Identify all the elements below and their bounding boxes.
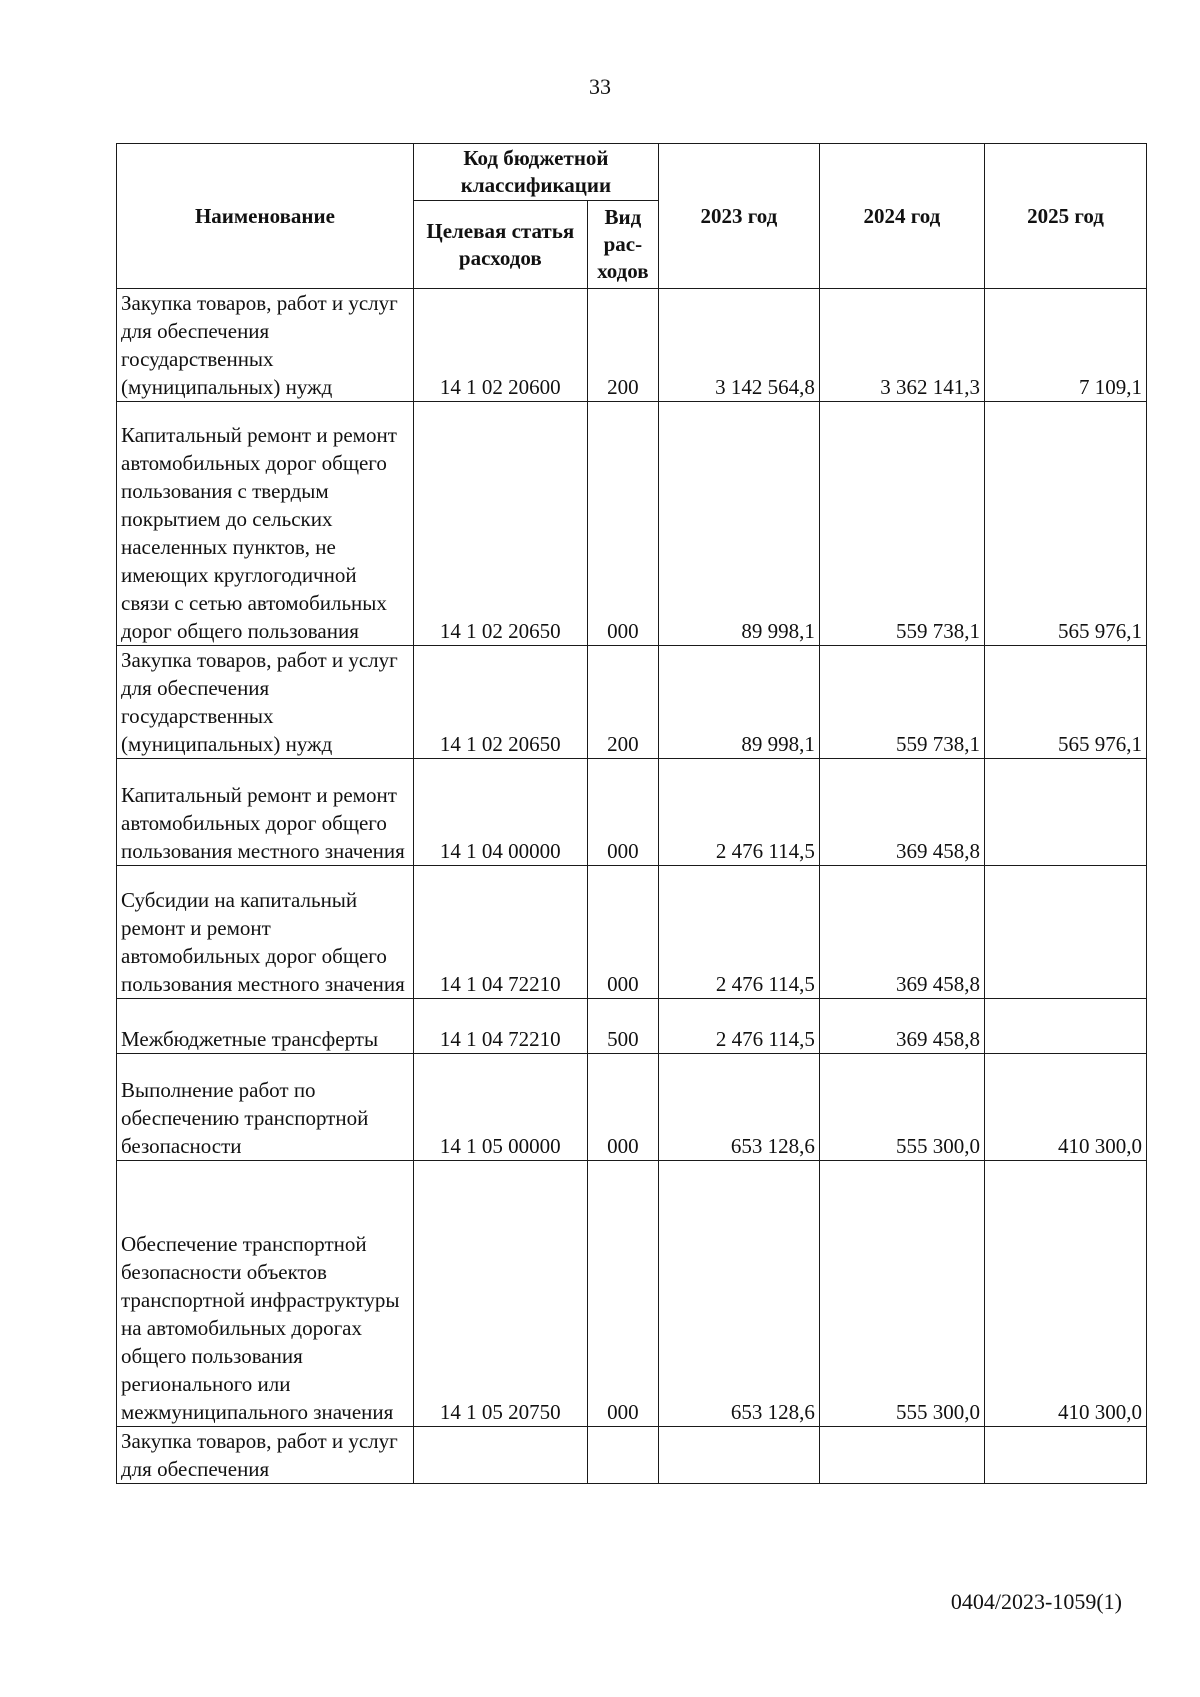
cell-name: Капитальный ремонт и ремонт автомобильных дорог общего пользования с твердым покрытием до сельских населенных пунктов, не имеющих круглогодичной связи с сетью автомобильных дорог общего пользования xyxy=(117,402,414,646)
cell-2024: 555 300,0 xyxy=(819,1054,984,1161)
cell-2025: 565 976,1 xyxy=(985,646,1147,759)
cell-expense-type: 000 xyxy=(587,759,658,866)
cell-2023: 3 142 564,8 xyxy=(658,289,819,402)
header-expense-type: Вид рас-ходов xyxy=(587,201,658,289)
cell-2025 xyxy=(985,866,1147,999)
table-row xyxy=(117,1054,1147,1161)
cell-2024: 369 458,8 xyxy=(819,759,984,866)
header-2025: 2025 год xyxy=(985,144,1147,289)
table-row xyxy=(117,289,1147,402)
cell-target-item: 14 1 02 20600 xyxy=(413,289,587,402)
cell-2025: 410 300,0 xyxy=(985,1161,1147,1427)
cell-2024: 559 738,1 xyxy=(819,646,984,759)
cell-name: Закупка товаров, работ и услуг для обеспечения государственных (муниципальных) нужд xyxy=(117,646,414,759)
cell-name: Обеспечение транспортной безопасности объектов транспортной инфраструктуры на автомобильных дорогах общего пользования регионального или межмуниципального значения xyxy=(117,1161,414,1427)
header-code-group: Код бюджетной классификации xyxy=(413,144,658,201)
table-row xyxy=(117,759,1147,866)
cell-2025 xyxy=(985,759,1147,866)
table-row xyxy=(117,1427,1147,1484)
page-number: 33 xyxy=(589,74,611,99)
cell-2024: 555 300,0 xyxy=(819,1161,984,1427)
cell-name: Закупка товаров, работ и услуг для обеспечения xyxy=(117,1427,414,1484)
cell-name: Капитальный ремонт и ремонт автомобильных дорог общего пользования местного значения xyxy=(117,759,414,866)
cell-target-item: 14 1 04 00000 xyxy=(413,759,587,866)
cell-2023: 2 476 114,5 xyxy=(658,759,819,866)
cell-expense-type: 500 xyxy=(587,999,658,1054)
cell-2023: 2 476 114,5 xyxy=(658,999,819,1054)
cell-name: Субсидии на капитальный ремонт и ремонт автомобильных дорог общего пользования местного значения xyxy=(117,866,414,999)
table-row xyxy=(117,866,1147,999)
cell-name: Выполнение работ по обеспечению транспортной безопасности xyxy=(117,1054,414,1161)
cell-2023 xyxy=(658,1427,819,1484)
header-name: Наименование xyxy=(117,144,414,289)
cell-target-item: 14 1 02 20650 xyxy=(413,646,587,759)
cell-2024: 3 362 141,3 xyxy=(819,289,984,402)
cell-expense-type: 000 xyxy=(587,866,658,999)
table-row xyxy=(117,646,1147,759)
cell-expense-type xyxy=(587,1427,658,1484)
cell-target-item: 14 1 05 00000 xyxy=(413,1054,587,1161)
cell-2024 xyxy=(819,1427,984,1484)
table-body xyxy=(117,289,1147,1484)
cell-2025 xyxy=(985,1427,1147,1484)
cell-expense-type: 000 xyxy=(587,402,658,646)
cell-name: Закупка товаров, работ и услуг для обеспечения государственных (муниципальных) нужд xyxy=(117,289,414,402)
cell-2025: 7 109,1 xyxy=(985,289,1147,402)
header-2024: 2024 год xyxy=(819,144,984,289)
cell-target-item: 14 1 05 20750 xyxy=(413,1161,587,1427)
cell-2024: 369 458,8 xyxy=(819,866,984,999)
cell-2025: 565 976,1 xyxy=(985,402,1147,646)
cell-target-item: 14 1 04 72210 xyxy=(413,866,587,999)
cell-target-item xyxy=(413,1427,587,1484)
cell-2023: 653 128,6 xyxy=(658,1161,819,1427)
cell-2024: 369 458,8 xyxy=(819,999,984,1054)
header-target-item: Целевая статья расходов xyxy=(413,201,587,289)
document-code: 0404/2023-1059(1) xyxy=(950,1589,1122,1614)
cell-2023: 89 998,1 xyxy=(658,646,819,759)
cell-name: Межбюджетные трансферты xyxy=(117,999,414,1054)
cell-2023: 653 128,6 xyxy=(658,1054,819,1161)
cell-expense-type: 000 xyxy=(587,1161,658,1427)
cell-2025: 410 300,0 xyxy=(985,1054,1147,1161)
cell-expense-type: 000 xyxy=(587,1054,658,1161)
header-2023: 2023 год xyxy=(658,144,819,289)
cell-2025 xyxy=(985,999,1147,1054)
cell-target-item: 14 1 02 20650 xyxy=(413,402,587,646)
table-row xyxy=(117,402,1147,646)
budget-table xyxy=(116,143,1147,1484)
table-row xyxy=(117,1161,1147,1427)
cell-2024: 559 738,1 xyxy=(819,402,984,646)
cell-target-item: 14 1 04 72210 xyxy=(413,999,587,1054)
table-row xyxy=(117,999,1147,1054)
table-header xyxy=(117,144,1147,289)
cell-expense-type: 200 xyxy=(587,646,658,759)
cell-2023: 89 998,1 xyxy=(658,402,819,646)
cell-2023: 2 476 114,5 xyxy=(658,866,819,999)
cell-expense-type: 200 xyxy=(587,289,658,402)
